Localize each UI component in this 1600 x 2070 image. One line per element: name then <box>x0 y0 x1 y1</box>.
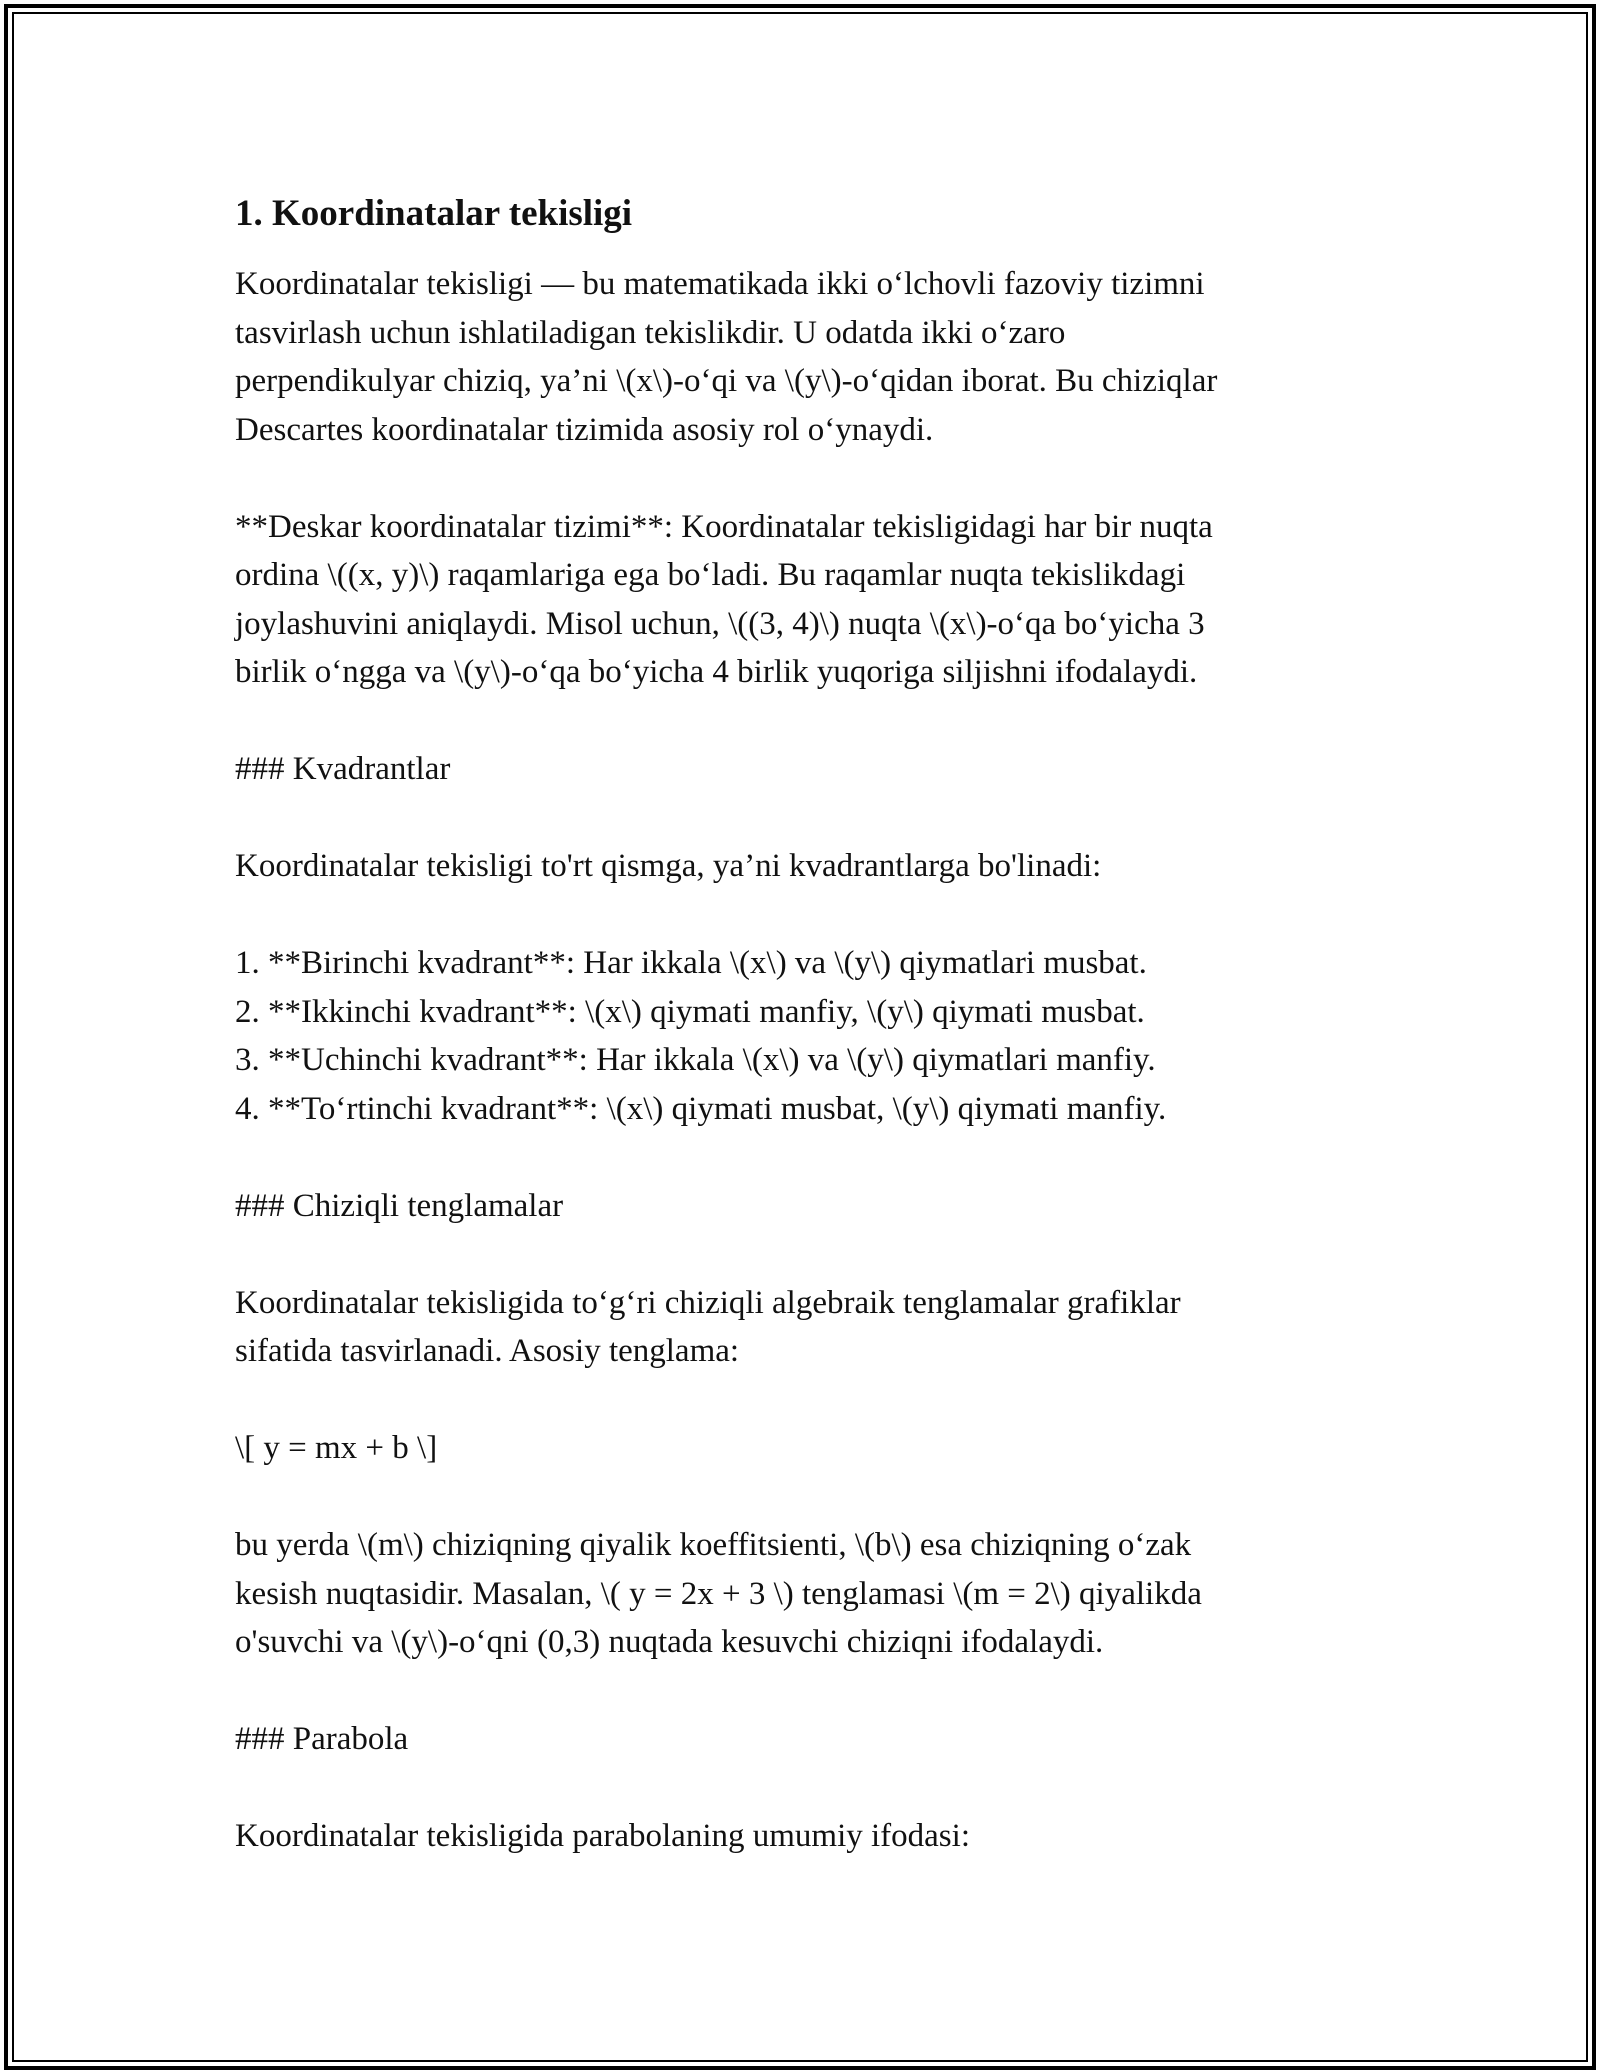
cartesian-paragraph: **Deskar koordinatalar tizimi**: Koordinatalar tekisligidagi har bir nuqta ordina \((x, y)\) raqamlariga ega bo‘ladi. Bu raqamlar nuqta tekislikdagi joylashuvini aniqlaydi. Misol uchun, \((3, 4)\) nuqta \(x\)-o‘qa bo‘yicha 3 birlik o‘ngga va \(y\)-o‘qa bo‘yicha 4 birlik yuqoriga siljishni ifodalaydi. <box>235 508 1213 690</box>
spacer <box>235 1133 1385 1182</box>
spacer <box>235 1764 1385 1813</box>
intro-paragraph: Koordinatalar tekisligi — bu matematikada ikki o‘lchovli fazoviy tizimni tasvirlash uchun ishlatiladigan tekislikdir. U odatda ikki o‘zaro perpendikulyar chiziq, ya’ni \(x\)-o‘qi va \(y\)-o‘qidan iborat. Bu chiziqlar Descartes koordinatalar tizimida asosiy rol o‘ynaydi. <box>235 266 1218 448</box>
spacer <box>235 794 1385 843</box>
quadrants-intro-paragraph: Koordinatalar tekisligi to'rt qismga, ya’ni kvadrantlarga bo'linadi: <box>235 848 1102 884</box>
equation: \[ y = mx + b \] <box>235 1430 438 1466</box>
spacer <box>235 454 1385 503</box>
section-heading: 1. Koordinatalar tekisligi <box>235 193 633 234</box>
parabola-paragraph: Koordinatalar tekisligida parabolaning umumiy ifodasi: <box>235 1818 970 1854</box>
subheading-chiziqli: ### Chiziqli tenglamalar <box>235 1187 564 1224</box>
quadrant-list <box>235 939 1385 1133</box>
spacer <box>235 1376 1385 1425</box>
list-item: 2. **Ikkinchi kvadrant**: \(x\) qiymati manfiy, \(y\) qiymati musbat. <box>235 993 1145 1030</box>
list-item: 4. **To‘rtinchi kvadrant**: \(x\) qiymati musbat, \(y\) qiymati manfiy. <box>235 1090 1167 1127</box>
spacer <box>235 1667 1385 1716</box>
linear-paragraph: Koordinatalar tekisligida to‘g‘ri chiziqli algebraik tenglamalar grafiklar sifatida tasvirlanadi. Asosiy tenglama: <box>235 1284 1181 1369</box>
spacer <box>235 697 1385 746</box>
subheading-kvadrantlar: ### Kvadrantlar <box>235 751 451 787</box>
subheading-parabola: ### Parabola <box>235 1721 409 1757</box>
list-item: 3. **Uchinchi kvadrant**: Har ikkala \(x\) va \(y\) qiymatlari manfiy. <box>235 1042 1156 1078</box>
document-body <box>235 186 1385 1861</box>
spacer <box>235 1230 1385 1279</box>
slope-paragraph: bu yerda \(m\) chiziqning qiyalik koeffitsienti, \(b\) esa chiziqning o‘zak kesish nuqtasidir. Masalan, \( y = 2x + 3 \) tenglamasi \(m = 2\) qiyalikda o'suvchi va \(y\)-o‘qni (0,3) nuqtada kesuvchi chiziqni ifodalaydi. <box>235 1527 1202 1660</box>
spacer <box>235 891 1385 940</box>
spacer <box>235 1473 1385 1522</box>
list-item: 1. **Birinchi kvadrant**: Har ikkala \(x\) va \(y\) qiymatlari musbat. <box>235 945 1147 981</box>
